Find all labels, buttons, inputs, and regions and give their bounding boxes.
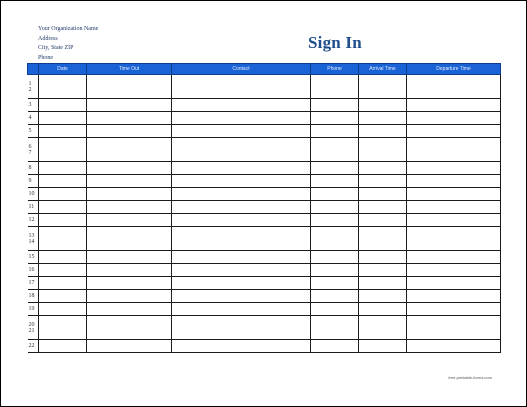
time-out-cell[interactable] <box>87 277 172 290</box>
row-number: 19 <box>28 306 35 312</box>
row-number: 9 <box>28 178 32 184</box>
arrival-time-cell[interactable] <box>359 340 407 353</box>
row-number-cell <box>28 112 39 125</box>
row-number-cell <box>28 138 39 162</box>
contact-cell[interactable] <box>172 303 311 316</box>
time-out-cell[interactable] <box>87 112 172 125</box>
time-out-cell[interactable] <box>87 227 172 251</box>
departure-time-cell[interactable] <box>407 264 501 277</box>
table-row <box>28 340 501 353</box>
departure-time-cell[interactable] <box>407 112 501 125</box>
phone-cell[interactable] <box>311 227 359 251</box>
row-number-cell <box>28 99 39 112</box>
departure-time-cell[interactable] <box>407 227 501 251</box>
time-out-cell[interactable] <box>87 214 172 227</box>
row-number: 7 <box>28 149 32 156</box>
row-number-cell <box>28 162 39 175</box>
table-row <box>28 112 501 125</box>
contact-cell[interactable] <box>172 112 311 125</box>
contact-cell[interactable] <box>172 214 311 227</box>
organization-info <box>38 25 98 63</box>
date-cell[interactable] <box>39 214 87 227</box>
contact-cell[interactable] <box>172 264 311 277</box>
arrival-time-cell[interactable] <box>359 125 407 138</box>
row-number: 17 <box>28 280 35 286</box>
time-out-cell[interactable] <box>87 162 172 175</box>
contact-cell[interactable] <box>172 188 311 201</box>
table-row <box>28 201 501 214</box>
phone-cell[interactable] <box>311 290 359 303</box>
phone-cell[interactable] <box>311 162 359 175</box>
contact-cell[interactable] <box>172 138 311 162</box>
arrival-time-cell[interactable] <box>359 112 407 125</box>
row-number: 3 <box>28 102 32 108</box>
row-number-cell <box>28 201 39 214</box>
phone-cell[interactable] <box>311 75 359 99</box>
departure-time-cell[interactable] <box>407 214 501 227</box>
arrival-time-cell[interactable] <box>359 214 407 227</box>
time-out-cell[interactable] <box>87 251 172 264</box>
phone-cell[interactable] <box>311 316 359 340</box>
departure-time-cell[interactable] <box>407 340 501 353</box>
row-number-cell <box>28 214 39 227</box>
time-out-cell[interactable] <box>87 125 172 138</box>
arrival-time-cell[interactable] <box>359 316 407 340</box>
time-out-cell[interactable] <box>87 201 172 214</box>
table-row <box>28 277 501 290</box>
phone-cell[interactable] <box>311 251 359 264</box>
footer-credit: free-printable-forms.com <box>448 375 492 380</box>
row-number-cell <box>28 227 39 251</box>
date-cell[interactable] <box>39 303 87 316</box>
row-number-cell <box>28 188 39 201</box>
arrival-time-cell[interactable] <box>359 175 407 188</box>
departure-time-cell[interactable] <box>407 75 501 99</box>
contact-cell[interactable] <box>172 227 311 251</box>
column-header-arrival-time: Arrival Time <box>359 64 407 75</box>
phone-cell[interactable] <box>311 138 359 162</box>
organization-address: Address <box>38 35 58 42</box>
table-row <box>28 138 501 162</box>
table-row <box>28 290 501 303</box>
contact-cell[interactable] <box>172 162 311 175</box>
table-header-row <box>28 64 501 75</box>
arrival-time-cell[interactable] <box>359 303 407 316</box>
row-number-cell <box>28 264 39 277</box>
date-cell[interactable] <box>39 251 87 264</box>
date-cell[interactable] <box>39 75 87 99</box>
contact-cell[interactable] <box>172 99 311 112</box>
table-row <box>28 251 501 264</box>
departure-time-cell[interactable] <box>407 277 501 290</box>
departure-time-cell[interactable] <box>407 99 501 112</box>
contact-cell[interactable] <box>172 340 311 353</box>
date-cell[interactable] <box>39 316 87 340</box>
date-cell[interactable] <box>39 290 87 303</box>
sign-in-table <box>27 63 501 353</box>
table-row <box>28 99 501 112</box>
departure-time-cell[interactable] <box>407 188 501 201</box>
arrival-time-cell[interactable] <box>359 75 407 99</box>
departure-time-cell[interactable] <box>407 303 501 316</box>
table-row <box>28 264 501 277</box>
table-row <box>28 175 501 188</box>
row-number-cell <box>28 303 39 316</box>
time-out-cell[interactable] <box>87 316 172 340</box>
date-cell[interactable] <box>39 99 87 112</box>
date-cell[interactable] <box>39 277 87 290</box>
row-number-cell <box>28 125 39 138</box>
departure-time-cell[interactable] <box>407 125 501 138</box>
row-number: 20 <box>28 321 35 328</box>
row-number-cell <box>28 251 39 264</box>
arrival-time-cell[interactable] <box>359 138 407 162</box>
phone-cell[interactable] <box>311 201 359 214</box>
contact-cell[interactable] <box>172 201 311 214</box>
contact-cell[interactable] <box>172 125 311 138</box>
row-number: 10 <box>28 191 35 197</box>
phone-cell[interactable] <box>311 303 359 316</box>
date-cell[interactable] <box>39 162 87 175</box>
table-row <box>28 75 501 99</box>
phone-cell[interactable] <box>311 264 359 277</box>
arrival-time-cell[interactable] <box>359 201 407 214</box>
table-row <box>28 316 501 340</box>
date-cell[interactable] <box>39 201 87 214</box>
phone-cell[interactable] <box>311 340 359 353</box>
arrival-time-cell[interactable] <box>359 264 407 277</box>
date-cell[interactable] <box>39 227 87 251</box>
date-cell[interactable] <box>39 264 87 277</box>
row-number-cell <box>28 277 39 290</box>
row-number: 5 <box>28 128 32 134</box>
date-cell[interactable] <box>39 112 87 125</box>
organization-name: Your Organization Name <box>38 26 99 32</box>
time-out-cell[interactable] <box>87 99 172 112</box>
phone-cell[interactable] <box>311 99 359 112</box>
column-header-phone: Phone <box>311 64 359 75</box>
contact-cell[interactable] <box>172 316 311 340</box>
column-header-date: Date <box>39 64 87 75</box>
contact-cell[interactable] <box>172 251 311 264</box>
row-number-cell <box>28 290 39 303</box>
phone-cell[interactable] <box>311 214 359 227</box>
phone-cell[interactable] <box>311 277 359 290</box>
contact-cell[interactable] <box>172 75 311 99</box>
table-row <box>28 214 501 227</box>
column-header-departure-time: Departure Time <box>407 64 501 75</box>
row-number: 4 <box>28 115 32 121</box>
row-number-cell <box>28 340 39 353</box>
phone-cell[interactable] <box>311 188 359 201</box>
arrival-time-cell[interactable] <box>359 227 407 251</box>
row-number-cell <box>28 316 39 340</box>
phone-cell[interactable] <box>311 112 359 125</box>
organization-city: City, State ZIP <box>38 45 74 51</box>
arrival-time-cell[interactable] <box>359 162 407 175</box>
time-out-cell[interactable] <box>87 175 172 188</box>
table-row <box>28 162 501 175</box>
row-number: 2 <box>28 86 32 93</box>
date-cell[interactable] <box>39 175 87 188</box>
departure-time-cell[interactable] <box>407 201 501 214</box>
contact-cell[interactable] <box>172 277 311 290</box>
departure-time-cell[interactable] <box>407 162 501 175</box>
row-number: 12 <box>28 217 35 223</box>
row-number-cell <box>28 75 39 99</box>
table-row <box>28 125 501 138</box>
arrival-time-cell[interactable] <box>359 188 407 201</box>
row-number: 1 <box>28 80 32 87</box>
date-cell[interactable] <box>39 340 87 353</box>
table-row <box>28 227 501 251</box>
time-out-cell[interactable] <box>87 303 172 316</box>
departure-time-cell[interactable] <box>407 316 501 340</box>
row-number: 21 <box>28 327 35 334</box>
time-out-cell[interactable] <box>87 188 172 201</box>
organization-phone: Phone <box>38 54 53 61</box>
column-header-contact: Contact <box>172 64 311 75</box>
departure-time-cell[interactable] <box>407 290 501 303</box>
departure-time-cell[interactable] <box>407 251 501 264</box>
time-out-cell[interactable] <box>87 75 172 99</box>
table-row <box>28 188 501 201</box>
departure-time-cell[interactable] <box>407 138 501 162</box>
phone-cell[interactable] <box>311 175 359 188</box>
time-out-cell[interactable] <box>87 138 172 162</box>
date-cell[interactable] <box>39 188 87 201</box>
page-title: Sign In <box>308 33 362 52</box>
date-cell[interactable] <box>39 125 87 138</box>
arrival-time-cell[interactable] <box>359 99 407 112</box>
row-number: 6 <box>28 143 32 150</box>
row-number: 22 <box>28 343 35 349</box>
row-number: 11 <box>28 204 35 210</box>
row-number-cell <box>28 175 39 188</box>
row-number: 14 <box>28 238 35 245</box>
time-out-cell[interactable] <box>87 264 172 277</box>
arrival-time-cell[interactable] <box>359 277 407 290</box>
phone-cell[interactable] <box>311 125 359 138</box>
table-row <box>28 303 501 316</box>
column-header-time-out: Time Out <box>87 64 172 75</box>
row-number: 8 <box>28 165 32 171</box>
arrival-time-cell[interactable] <box>359 290 407 303</box>
departure-time-cell[interactable] <box>407 175 501 188</box>
arrival-time-cell[interactable] <box>359 251 407 264</box>
time-out-cell[interactable] <box>87 290 172 303</box>
row-number-header <box>28 64 39 75</box>
date-cell[interactable] <box>39 138 87 162</box>
row-number: 15 <box>28 254 35 260</box>
row-number: 13 <box>28 232 35 239</box>
contact-cell[interactable] <box>172 175 311 188</box>
contact-cell[interactable] <box>172 290 311 303</box>
time-out-cell[interactable] <box>87 340 172 353</box>
row-number: 16 <box>28 267 35 273</box>
row-number: 18 <box>28 293 35 299</box>
